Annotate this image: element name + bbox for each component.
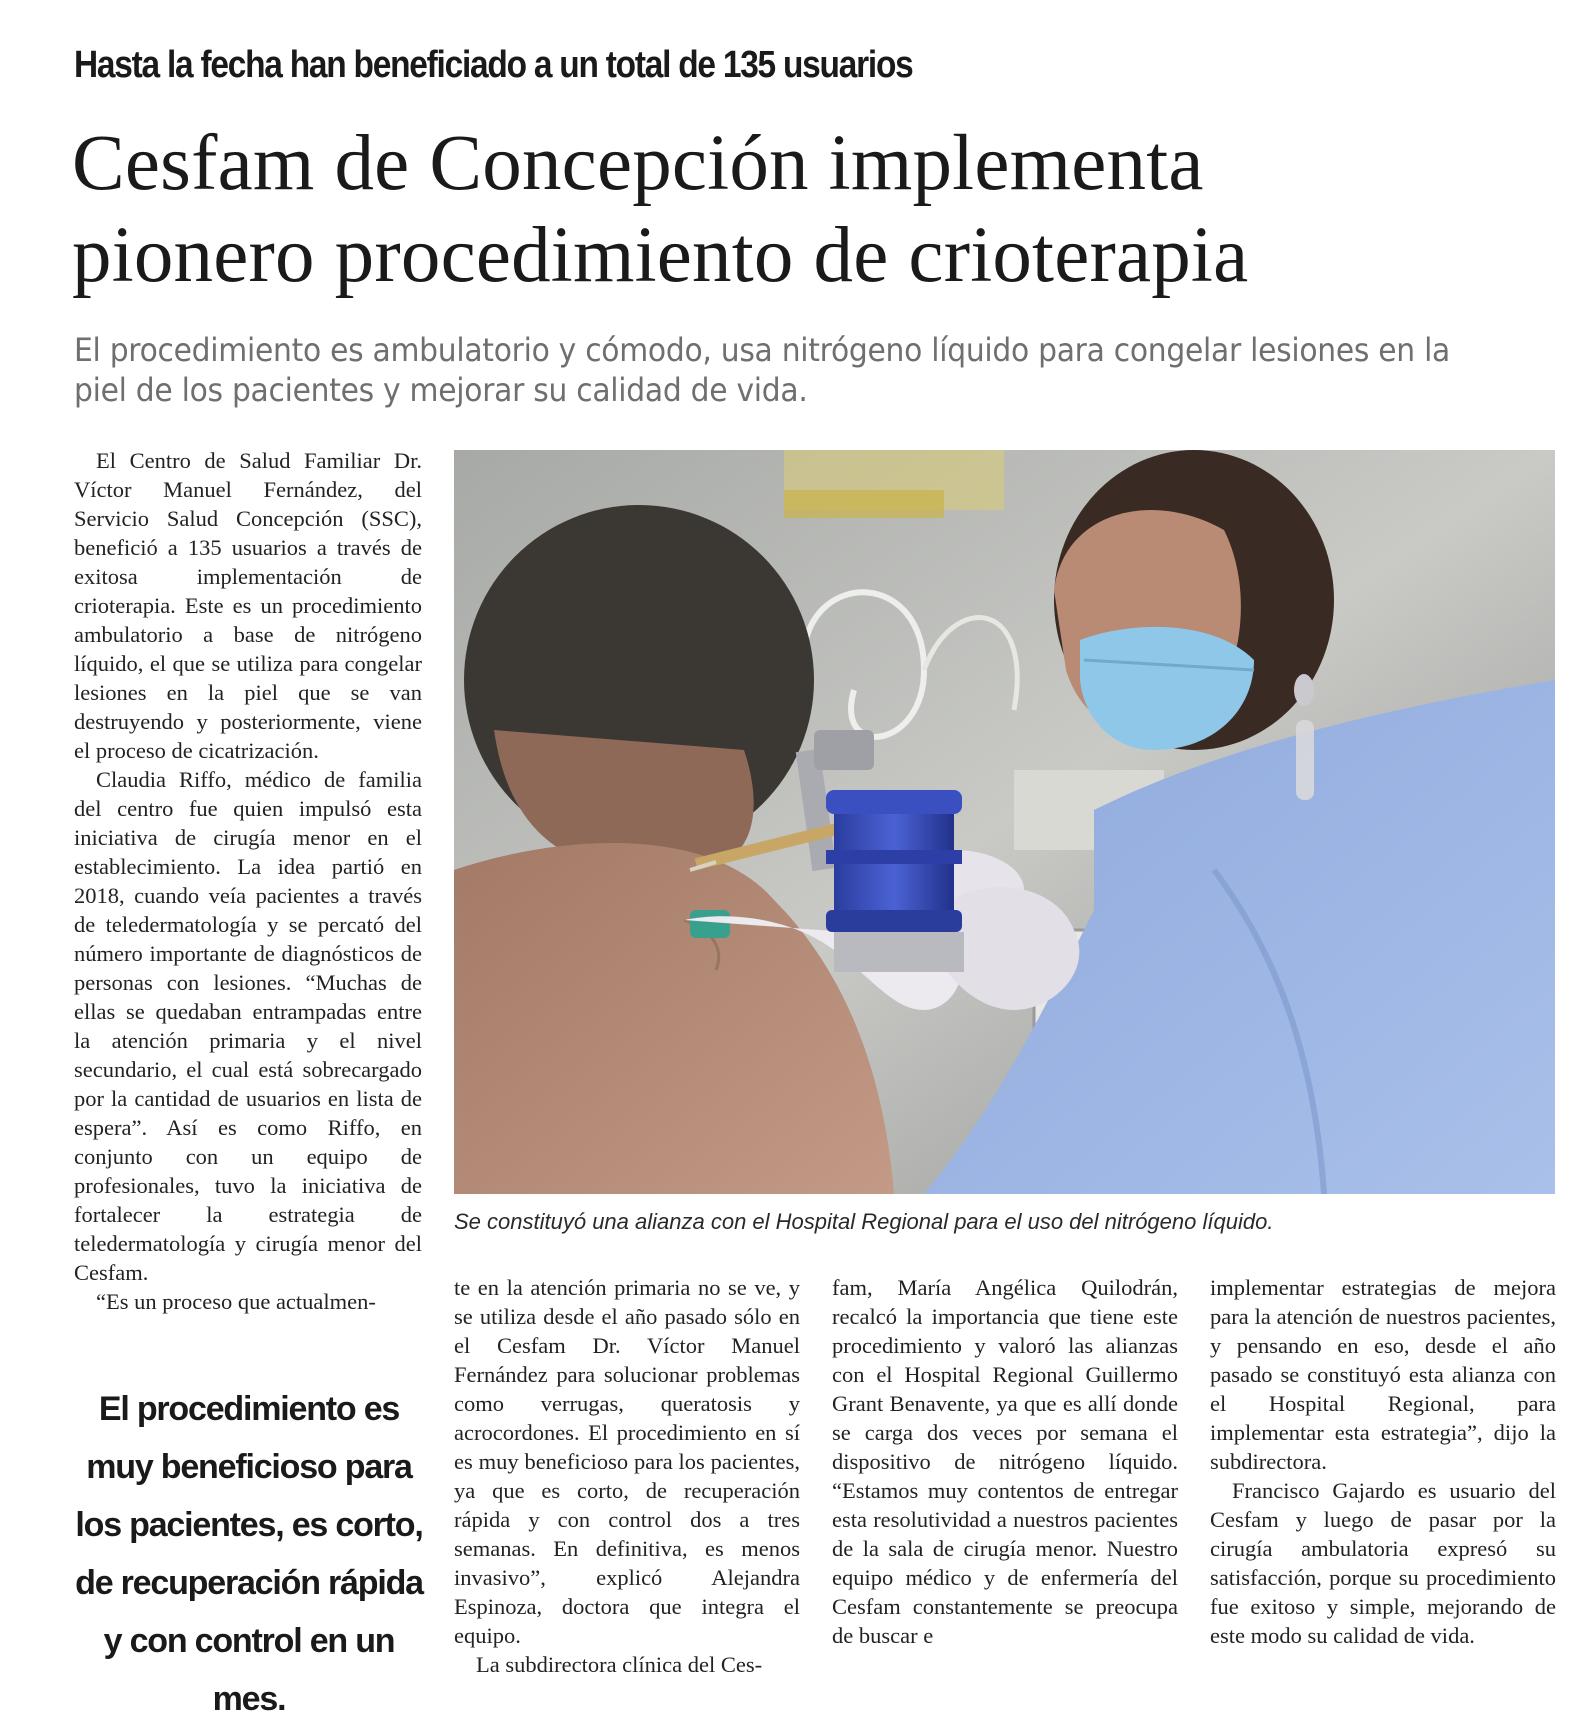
body-paragraph: Francisco Gajardo es usuario del Cesfam y luego de pasar por la cirugía ambulatoria expresó su satisfacción, porque su procedimiento fue exitoso y simple, mejorando de este modo su calidad de vida. bbox=[1210, 1478, 1556, 1648]
body-column-4 bbox=[1210, 1273, 1556, 1650]
body-paragraph: “Es un proceso que actualmen- bbox=[96, 1289, 376, 1314]
body-column-1 bbox=[74, 446, 422, 1316]
body-column-2 bbox=[454, 1273, 800, 1679]
article-kicker: Hasta la fecha han beneficiado a un total de 135 usuarios bbox=[74, 44, 913, 86]
photo-caption: Se constituyó una alianza con el Hospital Regional para el uso del nitrógeno líquido. bbox=[454, 1209, 1274, 1234]
body-paragraph: te en la atención primaria no se ve, y se utiliza desde el año pasado sólo en el Cesfam Dr. Víctor Manuel Fernández para solucionar problemas como verrugas, queratosis y acrocordones. El procedimiento en sí es muy beneficioso para los pacientes, ya que es corto, de recuperación rápida y con control dos a tres semanas. En definitiva, es menos invasivo”, explicó Alejandra Espinoza, doctora que integra el equipo. bbox=[454, 1275, 800, 1648]
body-column-3 bbox=[832, 1273, 1178, 1650]
pull-quote: El procedimiento es muy beneficioso para los pacientes, es corto, de recuperación rápida y con control en un mes. bbox=[75, 1390, 423, 1718]
headline-line-2: pionero procedimiento de crioterapia bbox=[72, 212, 1249, 299]
headline-line-1: Cesfam de Concepción implementa bbox=[72, 120, 1204, 207]
article-photo bbox=[454, 450, 1555, 1194]
article-deck: El procedimiento es ambulatorio y cómodo, usa nitrógeno líquido para congelar lesiones en la piel de los pacientes y mejorar su calidad de vida. bbox=[74, 331, 1451, 409]
body-paragraph: implementar estrategias de mejora para la atención de nuestros pacientes, y pensando en eso, desde el año pasado se constituyó esta alianza con el Hospital Regional, para implementar esta estrategia”, dijo la subdirectora. bbox=[1210, 1275, 1556, 1474]
body-paragraph: La subdirectora clínica del Ces- bbox=[476, 1652, 763, 1677]
body-paragraph: El Centro de Salud Familiar Dr. Víctor Manuel Fernández, del Servicio Salud Concepción (SSC), benefició a 135 usuarios a través de exitosa implementación de crioterapia. Este es un procedimiento ambulatorio a base de nitrógeno líquido, el que se utiliza para congelar lesiones en la piel que se van destruyendo y posteriormente, viene el proceso de cicatrización. bbox=[74, 448, 422, 763]
article-headline bbox=[72, 118, 1552, 302]
photo-illustration bbox=[454, 450, 1555, 1194]
body-paragraph: fam, María Angélica Quilodrán, recalcó la importancia que tiene este procedimiento y valoró las alianzas con el Hospital Regional Guillermo Grant Benavente, ya que es allí donde se carga dos veces por semana el dispositivo de nitrógeno líquido. “Estamos muy contentos de entregar esta resolutividad a nuestros pacientes de la sala de cirugía menor. Nuestro equipo médico y de enfermería del Cesfam constantemente se preocupa de buscar e bbox=[832, 1275, 1178, 1648]
body-paragraph: Claudia Riffo, médico de familia del centro fue quien impulsó esta iniciativa de cirugía menor en el establecimiento. La idea partió en 2018, cuando veía pacientes a través de teledermatología y se percató del número importante de diagnósticos de personas con lesiones. “Muchas de ellas se quedaban entrampadas entre la atención primaria y el nivel secundario, el cual está sobrecargado por la cantidad de usuarios en lista de espera”. Así es como Riffo, en conjunto con un equipo de profesionales, tuvo la iniciativa de fortalecer la estrategia de teledermatología y cirugía menor del Cesfam. bbox=[74, 767, 422, 1285]
